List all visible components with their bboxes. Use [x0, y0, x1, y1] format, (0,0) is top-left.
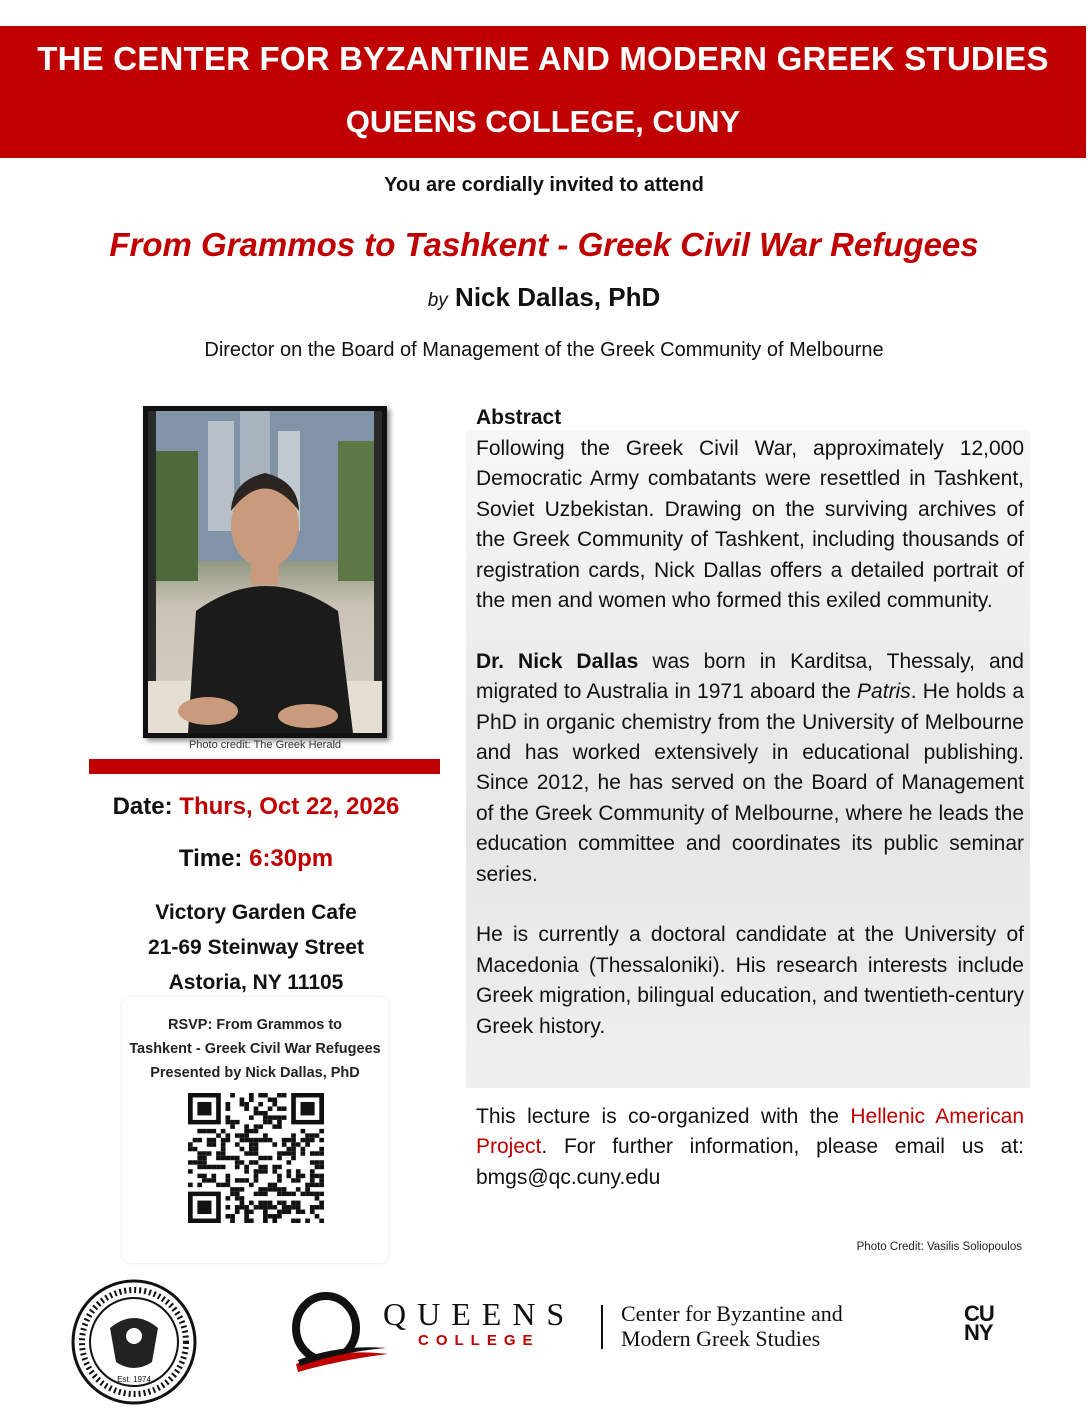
time-value: 6:30pm [249, 845, 334, 872]
abstract-paragraph-3: He is currently a doctoral candidate at the University of Macedonia (Thessaloniki). His research interests include Greek migration, bilingual education, and twentieth-century Greek history. [476, 923, 1024, 1038]
rsvp-line: RSVP: From Grammos to [167, 1017, 343, 1033]
seal-year: Est. 1974 [117, 1375, 151, 1384]
center-title: THE CENTER FOR BYZANTINE AND MODERN GREEK STUDIES [37, 40, 1049, 77]
red-divider [89, 759, 440, 774]
venue-address [0, 895, 512, 1000]
abstract-text [476, 434, 1024, 1072]
center-wordmark-line: Modern Greek Studies [621, 1326, 821, 1351]
background-photo-credit: Photo Credit: Vasilis Soliopoulos [856, 1241, 1022, 1253]
abstract-paragraph-2 [476, 647, 1024, 890]
speaker-name: Nick Dallas, PhD [455, 282, 661, 312]
queens-q-logo [290, 1290, 390, 1374]
speaker-photo [143, 406, 387, 738]
invitation-line: You are cordially invited to attend [384, 174, 704, 196]
abstract-paragraph-1: Following the Greek Civil War, approximately 12,000 Democratic Army combatants were resettled in Tashkent, Soviet Uzbekistan. Drawing on the surviving archives of the Greek Community of Tashkent, including thousands of registration cards, Nick Dallas offers a detailed portrait of the men and women who formed this exiled community. [476, 437, 1024, 613]
center-wordmark-line: Center for Byzantine and [621, 1301, 843, 1326]
speaker-name-bold: Dr. Nick Dallas [476, 649, 639, 673]
venue-street: 21-69 Steinway Street [148, 936, 364, 959]
event-date [0, 793, 512, 821]
date-label: Date: [112, 793, 173, 820]
rsvp-line: Tashkent - Greek Civil War Refugees [129, 1041, 381, 1057]
hellenic-american-project-link[interactable]: Hellenic American Project [476, 1105, 1025, 1159]
rsvp-qr-code[interactable] [188, 1093, 324, 1223]
co-organizer-note [476, 1102, 1024, 1193]
lecture-title: From Grammos to Tashkent - Greek Civil War Refugees [109, 226, 979, 263]
event-time [0, 845, 512, 873]
bio-text: was born in Karditsa, Thessaly, and migrated to Australia in 1971 aboard the [476, 649, 1024, 704]
byline [0, 282, 1088, 313]
logo-divider [601, 1305, 603, 1349]
college-wordmark: COLLEGE [418, 1332, 540, 1349]
society-seal-logo [70, 1278, 198, 1406]
venue-city: Astoria, NY 11105 [168, 971, 344, 994]
photo-credit: Photo credit: The Greek Herald [188, 739, 342, 751]
cuny-logo [964, 1301, 994, 1345]
by-label: by [427, 290, 448, 311]
note-text: . For further information, please email us at: bmgs@qc.cuny.edu [476, 1135, 1024, 1189]
abstract-heading: Abstract [476, 406, 562, 429]
ship-name: Patris [857, 680, 911, 704]
bio-text: . He holds a PhD in organic chemistry from the University of Melbourne and has worked extensively in educational publishing. Since 2012, he has served on the Board of Management of the Greek Community of Melbourne, where he leads the education committee and coordinates its public seminar series. [476, 680, 1024, 886]
time-label: Time: [178, 845, 243, 872]
header-banner [0, 26, 1086, 158]
center-wordmark [621, 1301, 843, 1351]
date-value: Thurs, Oct 22, 2026 [179, 793, 400, 820]
rsvp-card [122, 997, 388, 1263]
venue-name: Victory Garden Cafe [155, 901, 357, 924]
rsvp-line: Presented by Nick Dallas, PhD [150, 1065, 360, 1081]
college-title: QUEENS COLLEGE, CUNY [345, 104, 741, 139]
queens-wordmark: QUEENS [383, 1296, 576, 1332]
note-text: This lecture is co-organized with the [476, 1105, 851, 1128]
rsvp-text [122, 1013, 388, 1085]
cuny-logo-line: CU [964, 1301, 994, 1326]
speaker-role: Director on the Board of Management of the Greek Community of Melbourne [204, 339, 884, 361]
cuny-logo-line: NY [964, 1320, 993, 1345]
